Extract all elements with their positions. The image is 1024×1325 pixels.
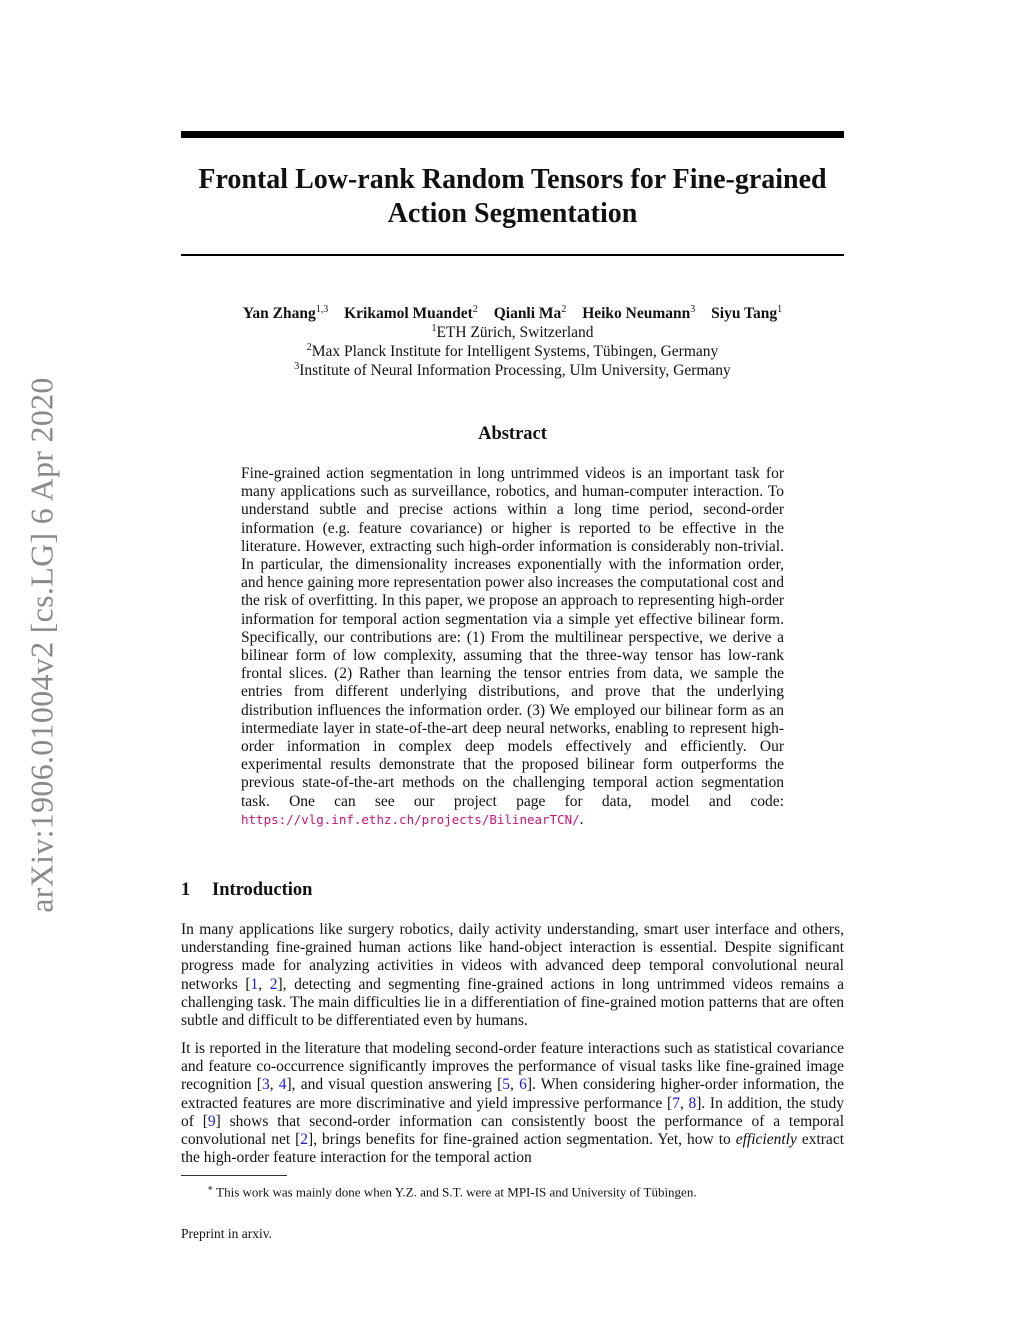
section-title: Introduction xyxy=(212,880,313,900)
title-rule-bottom xyxy=(181,254,844,256)
citation-link[interactable]: 8 xyxy=(688,1094,697,1112)
affiliation: $^2$Max Planck Institute for Intelligent Systems, Tübingen, Germany xyxy=(306,342,719,361)
intro-paragraph-1: In many applications like surgery robotics, daily activity understanding, smart user interface and others, understanding fine-grained human actions like hand-object interaction is essential. Despite significant progress made for analyzing activities in videos with advanced deep temporal convolutional neural networks [1, 2], detecting and segmenting fine-grained actions in long untrimmed videos remains a challenging task. The main difficulties lie in a differentiation of fine-grained motion patterns that are often subtle and difficult to be differentiated even by humans. xyxy=(181,921,844,1030)
intro-paragraph-2: It is reported in the literature that modeling second-order feature interactions such as statistical covariance and feature co-occurrence significantly improves the performance of visual tasks like fine-grained image recognition [3, 4], and visual question answering [5, 6]. When considering higher-order information, the extracted features are more discriminative and yield impressive performance [7, 8]. In addition, the study of [9] shows that second-order information can consistently boost the performance of a temporal convolutional net [2], brings benefits for fine-grained action segmentation. Yet, how to efficiently extract the high-order feature interaction for the temporal action xyxy=(181,1040,844,1167)
paper-title xyxy=(181,163,844,231)
preprint-note: Preprint in arxiv. xyxy=(181,1226,272,1241)
footnote-mark: ∗ xyxy=(207,1183,214,1193)
citation-link[interactable]: 2 xyxy=(269,975,278,993)
citation-link[interactable]: 2 xyxy=(300,1131,309,1149)
abstract-body: Fine-grained action segmentation in long untrimmed videos is an important task for many applications such as surveillance, robotics, and human-computer interaction. To understand subtle and precise actions within a long time period, second-order information (e.g. feature covariance) or higher is reported to be effective in the literature. However, extracting such high-order information is considerably non-trivial. In particular, the dimensionality increases exponentially with the information order, and hence gaining more representation power also increases the computational cost and the risk of overfitting. In this paper, we propose an approach to representing high-order information for temporal action segmentation via a simple yet effective bilinear form. Specifically, our contributions are: (1) From the multilinear perspective, we derive a bilinear form of low complexity, assuming that the three-way tensor has low-rank frontal slices. (2) Rather than learning the tensor entries from data, we sample the entries from different underlying distributions, and prove that the underlying distribution influences the information order. (3) We employed our bilinear form as an intermediate layer in state-of-the-art deep neural networks, enabling to represent high-order information in complex deep models effectively and efficiently. Our experimental results demonstrate that the proposed bilinear form outperforms the previous state-of-the-art methods on the challenging temporal action segmentation task. One can see our project page for data, model and code: https://vlg.inf.ethz.ch/projects/BilinearTCN/. xyxy=(241,465,784,828)
citation-link[interactable]: 5 xyxy=(502,1076,511,1094)
citation-link[interactable]: 6 xyxy=(519,1076,527,1094)
citation-link[interactable]: 4 xyxy=(278,1076,287,1094)
footnote: ∗ This work was mainly done when Y.Z. and S.T. were at MPI-IS and University of Tübingen. xyxy=(207,1183,697,1200)
abstract-heading: Abstract xyxy=(478,424,547,444)
title-line-1: Frontal Low-rank Random Tensors for Fine-grained xyxy=(198,164,827,195)
project-page-link[interactable]: https://vlg.inf.ethz.ch/projects/BilinearTCN/ xyxy=(241,811,580,827)
citation-link[interactable]: 9 xyxy=(207,1112,216,1130)
author: Qianli Ma$^2$ xyxy=(493,304,567,323)
citation-link[interactable]: 7 xyxy=(672,1094,680,1112)
section-number: 1 xyxy=(181,880,191,900)
author: Krikamol Muandet$^2$ xyxy=(344,304,478,323)
section-heading-introduction xyxy=(181,880,312,901)
author: Yan Zhang$^{1,3}$ xyxy=(242,304,329,323)
emphasis: efficiently xyxy=(735,1131,797,1149)
arxiv-identifier: arXiv:1906.01004v2 [cs.LG] 6 Apr 2020 xyxy=(23,377,60,913)
author: Heiko Neumann$^3$ xyxy=(582,304,696,323)
author: Siyu Tang$^1$ xyxy=(711,304,783,323)
title-line-2: Action Segmentation xyxy=(387,198,638,229)
footnote-rule xyxy=(181,1175,287,1176)
citation-link[interactable]: 1 xyxy=(250,975,259,993)
affiliation: $^1$ETH Zürich, Switzerland xyxy=(431,323,594,342)
affiliation: $^3$Institute of Neural Information Processing, Ulm University, Germany xyxy=(294,361,731,380)
title-rule-top xyxy=(181,131,844,138)
citation-link[interactable]: 3 xyxy=(261,1076,270,1094)
